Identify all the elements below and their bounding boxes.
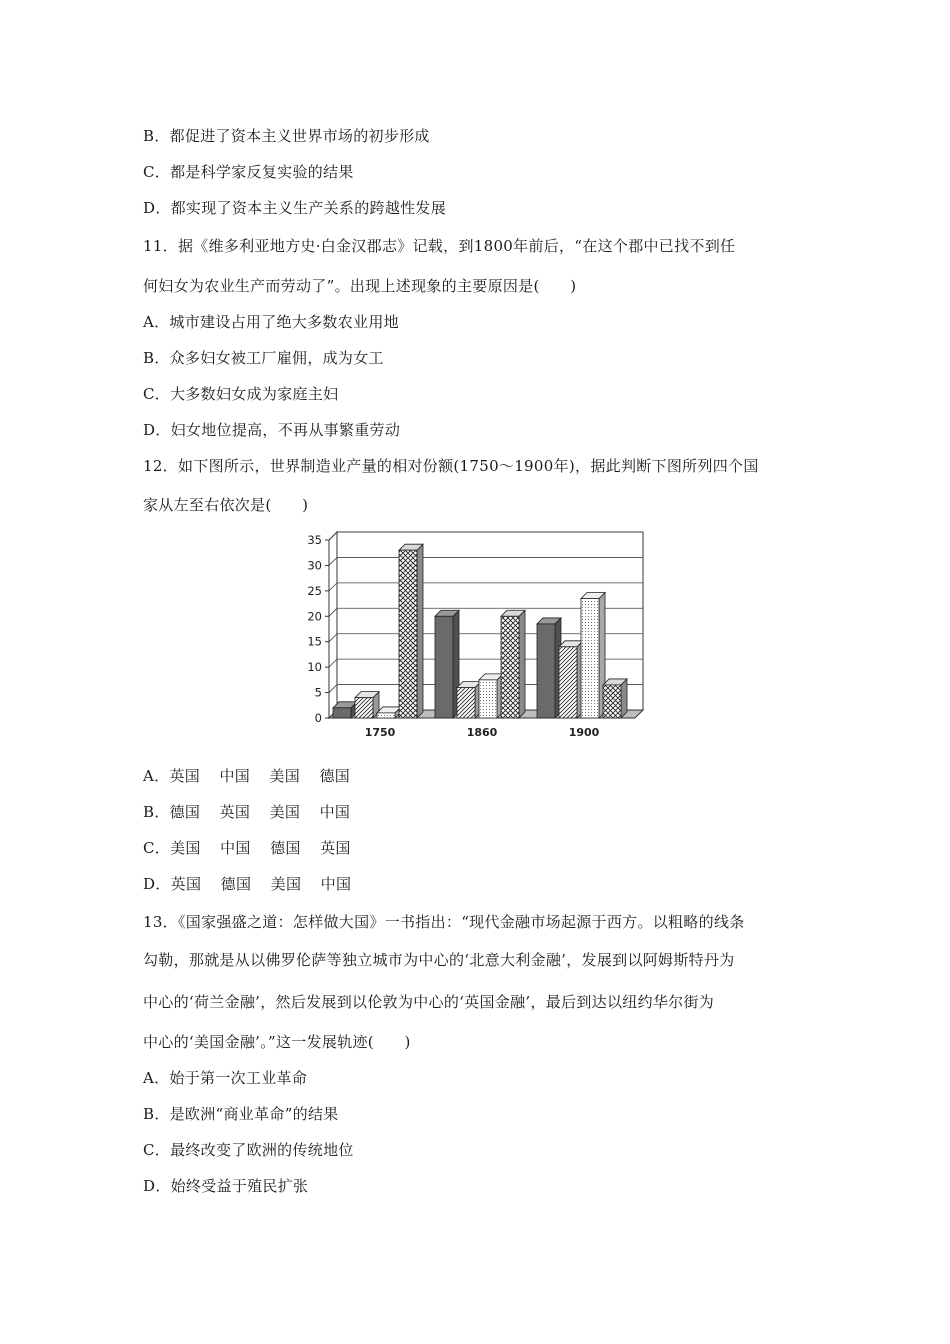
bar-front xyxy=(399,550,417,718)
option-country-4: 英国 xyxy=(320,839,351,857)
q13-option-c: C．最终改变了欧洲的传统地位 xyxy=(143,1141,354,1159)
q11-stem-line2: 何妇女为农业生产而劳动了”。出现上述现象的主要原因是( ) xyxy=(143,277,577,295)
y-tick-label: 0 xyxy=(314,711,322,725)
prev-option-d: D．都实现了资本主义生产关系的跨越性发展 xyxy=(143,199,447,217)
bar-chart xyxy=(293,528,663,744)
bar-front xyxy=(501,616,519,718)
option-country-1: 美国 xyxy=(170,839,201,857)
q11-option-b: B．众多妇女被工厂雇佣，成为女工 xyxy=(143,349,384,367)
chart-side-wall xyxy=(329,532,337,718)
bar-front xyxy=(479,680,497,718)
x-tick-label: 1900 xyxy=(568,726,600,739)
q13-option-d: D．始终受益于殖民扩张 xyxy=(143,1177,309,1195)
bar-side xyxy=(417,544,423,718)
q13-stem-line1: 13．《国家强盛之道：怎样做大国》一书指出：“现代金融市场起源于西方。以粗略的线条 xyxy=(143,913,745,931)
option-country-1: 英国 xyxy=(169,767,201,785)
q12-stem-line1: 12．如下图所示，世界制造业产量的相对份额(1750～1900年)，据此判断下图所列四个国 xyxy=(143,457,759,475)
bar-1860-4 xyxy=(501,610,525,718)
y-tick-label: 10 xyxy=(307,660,322,675)
q12-option-a xyxy=(143,766,350,786)
bar-front xyxy=(355,698,373,718)
option-country-1: 德国 xyxy=(169,803,201,821)
option-letter: D． xyxy=(143,875,171,893)
q11-option-c: C．大多数妇女成为家庭主妇 xyxy=(143,385,339,403)
bar-chart-svg xyxy=(293,528,663,744)
option-country-3: 德国 xyxy=(270,839,301,857)
option-country-2: 德国 xyxy=(220,875,252,893)
bar-front xyxy=(435,616,453,718)
bar-front xyxy=(559,647,577,718)
bar-1900-1 xyxy=(537,618,561,718)
prev-option-b: B．都促进了资本主义世界市场的初步形成 xyxy=(143,127,430,145)
x-tick-label: 1860 xyxy=(466,726,498,739)
q12-stem-line2: 家从左至右依次是( ) xyxy=(143,496,309,514)
bar-front xyxy=(333,708,351,718)
bar-1900-2 xyxy=(559,641,583,718)
bar-1860-3 xyxy=(479,674,503,718)
q13-stem-line3: 中心的‘荷兰金融’，然后发展到以伦敦为中心的‘英国金融’，最后到达以纽约华尔街为 xyxy=(143,993,715,1011)
option-letter: B． xyxy=(143,803,170,821)
option-letter: A． xyxy=(143,767,170,785)
bar-1900-4 xyxy=(603,679,627,718)
option-letter: C． xyxy=(143,839,171,857)
q13-option-a: A．始于第一次工业革命 xyxy=(143,1069,308,1087)
y-tick-label: 15 xyxy=(307,634,322,649)
option-country-1: 英国 xyxy=(170,875,202,893)
bar-side xyxy=(519,610,525,718)
y-tick-label: 35 xyxy=(307,533,322,547)
bar-side xyxy=(621,679,627,718)
bar-1750-4 xyxy=(399,544,423,718)
x-tick-label: 1750 xyxy=(364,726,396,739)
q11-option-d: D．妇女地位提高，不再从事繁重劳动 xyxy=(143,421,401,439)
option-country-2: 中国 xyxy=(220,839,251,857)
bar-front xyxy=(581,598,599,718)
y-tick-label: 25 xyxy=(307,583,322,598)
bar-1900-3 xyxy=(581,592,605,718)
option-country-2: 中国 xyxy=(219,767,251,785)
bar-front xyxy=(603,685,621,718)
bar-1860-2 xyxy=(457,681,481,718)
option-country-2: 英国 xyxy=(219,803,251,821)
prev-option-c: C．都是科学家反复实验的结果 xyxy=(143,163,354,181)
q12-option-c xyxy=(143,838,351,858)
option-country-4: 中国 xyxy=(319,803,351,821)
option-country-4: 中国 xyxy=(320,875,352,893)
bar-front xyxy=(537,624,555,718)
y-tick-label: 5 xyxy=(314,685,322,700)
q13-stem-line4: 中心的‘美国金融’。”这一发展轨迹( ) xyxy=(143,1033,411,1051)
bar-1860-1 xyxy=(435,610,459,718)
bar-1750-1 xyxy=(333,702,357,718)
option-country-3: 美国 xyxy=(269,767,301,785)
q11-option-a: A．城市建设占用了绝大多数农业用地 xyxy=(143,313,399,331)
bar-front xyxy=(377,713,395,718)
q11-stem-line1: 11．据《维多利亚地方史·白金汉郡志》记载，到1800年前后，“在这个郡中已找不到任 xyxy=(143,237,736,255)
bar-front xyxy=(457,687,475,718)
bar-1750-2 xyxy=(355,692,379,718)
q13-option-b: B．是欧洲“商业革命”的结果 xyxy=(143,1105,339,1123)
q13-stem-line2: 勾勒，那就是从以佛罗伦萨等独立城市为中心的‘北意大利金融’，发展到以阿姆斯特丹为 xyxy=(143,951,735,969)
option-country-4: 德国 xyxy=(319,767,351,785)
q12-option-b xyxy=(143,802,350,822)
option-country-3: 美国 xyxy=(270,875,302,893)
y-tick-label: 30 xyxy=(307,558,322,573)
option-country-3: 美国 xyxy=(269,803,301,821)
q12-option-d xyxy=(143,874,351,894)
y-tick-label: 20 xyxy=(307,609,322,624)
